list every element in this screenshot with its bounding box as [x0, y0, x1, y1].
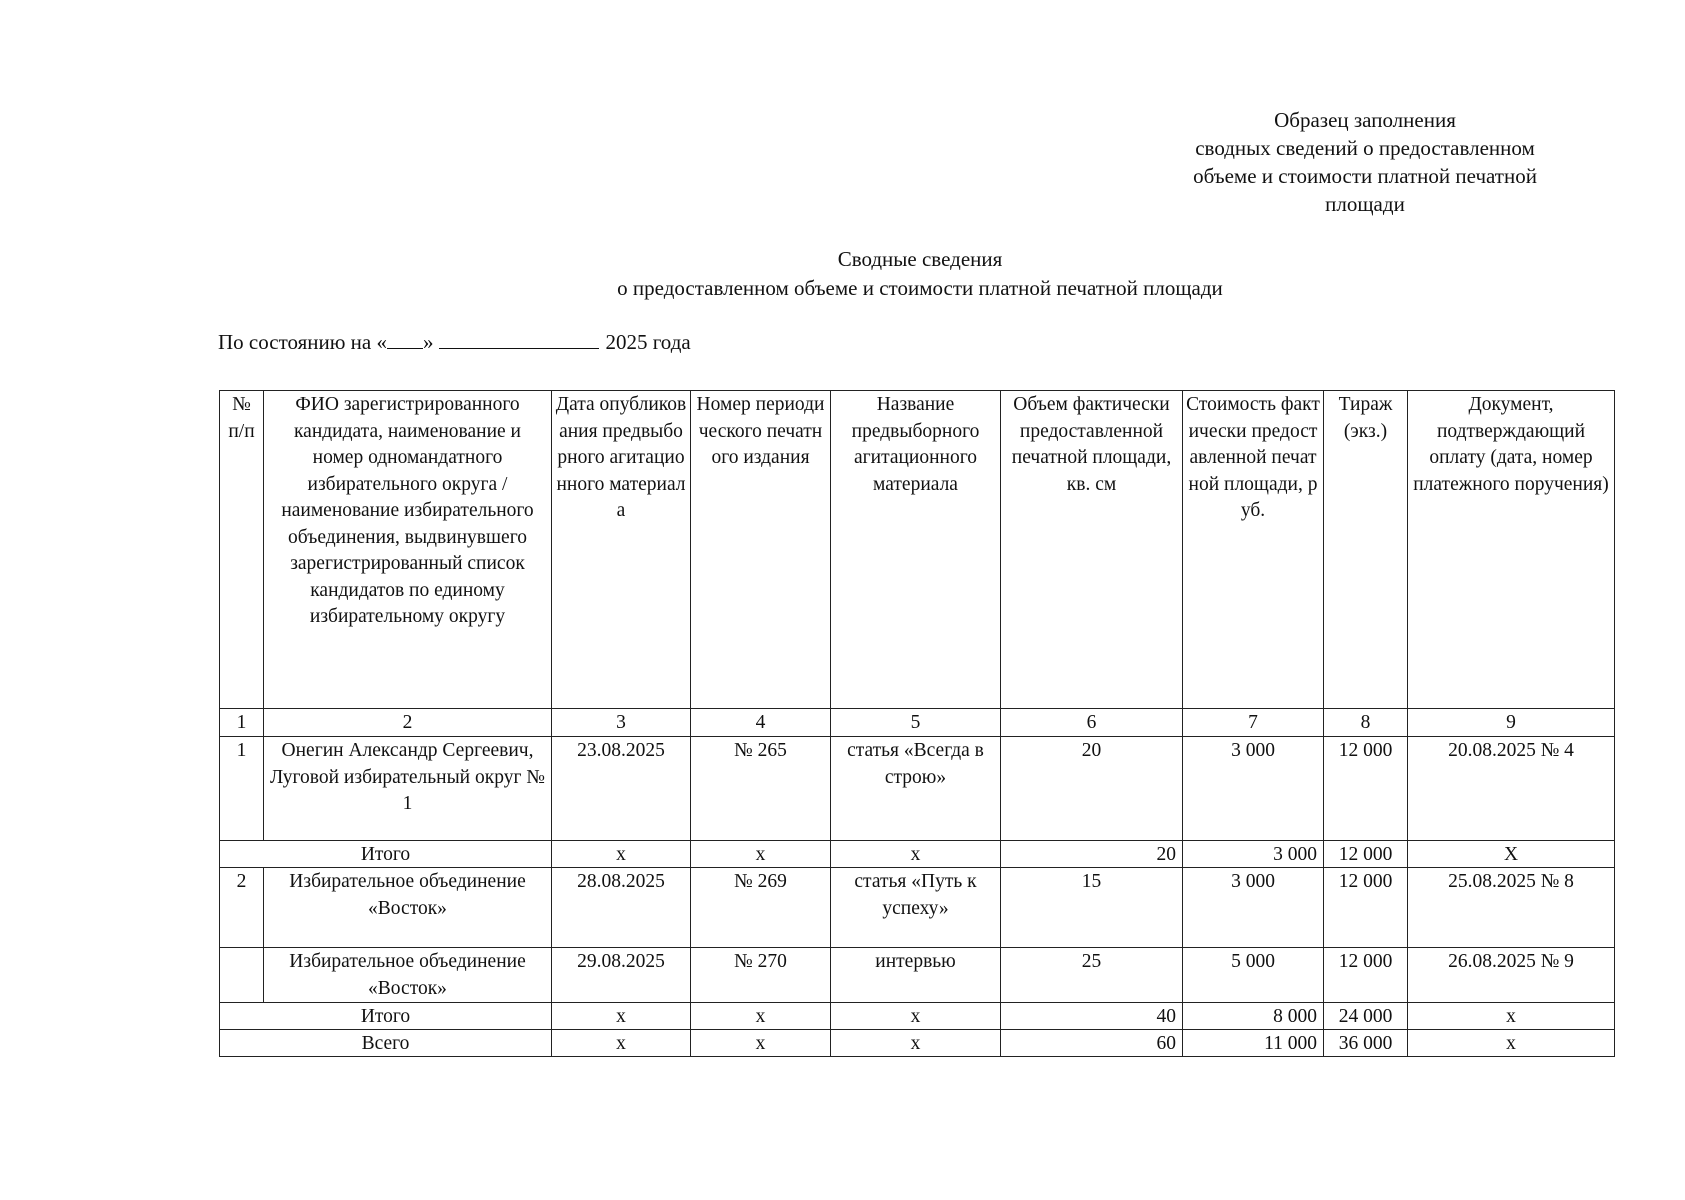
day-blank — [387, 330, 423, 349]
issue-number: № 269 — [691, 868, 831, 948]
total-label: Всего — [220, 1030, 552, 1057]
sample-note — [1170, 106, 1560, 218]
material-title: статья «Путь к успеху» — [831, 868, 1001, 948]
column-number: 6 — [1001, 709, 1183, 737]
publication-date: 28.08.2025 — [552, 868, 691, 948]
header-document: Документ, подтверждающий оплату (дата, номер платежного поручения) — [1408, 391, 1615, 709]
subtotal-volume: 20 — [1001, 841, 1183, 868]
column-number: 4 — [691, 709, 831, 737]
subtotal-label: Итого — [220, 841, 552, 868]
header-material: Название предвыборного агитационного материала — [831, 391, 1001, 709]
summary-table — [219, 390, 1615, 1057]
column-number: 8 — [1324, 709, 1408, 737]
sample-note-line: сводных сведений о предоставленном — [1195, 136, 1535, 160]
column-number: 3 — [552, 709, 691, 737]
header-issue: Номер периодического печатного издания — [691, 391, 831, 709]
month-blank — [439, 330, 599, 349]
circulation: 12 000 — [1324, 868, 1408, 948]
subtotal-cost: 8 000 — [1183, 1003, 1324, 1030]
material-title: интервью — [831, 948, 1001, 1003]
subtotal-document: х — [1408, 1003, 1615, 1030]
column-number: 1 — [220, 709, 264, 737]
state-date-line — [218, 328, 691, 356]
state-date-prefix: По состоянию на « — [218, 330, 387, 354]
row-no: 1 — [220, 737, 264, 841]
header-circulation: Тираж (экз.) — [1324, 391, 1408, 709]
column-number: 9 — [1408, 709, 1615, 737]
subtotal-row — [220, 841, 1615, 868]
document-title-line-1: Сводные сведения — [837, 247, 1003, 271]
area-cost: 3 000 — [1183, 737, 1324, 841]
publication-date: 23.08.2025 — [552, 737, 691, 841]
state-date-suffix: 2025 года — [605, 330, 691, 354]
area-volume: 25 — [1001, 948, 1183, 1003]
payment-document: 20.08.2025 № 4 — [1408, 737, 1615, 841]
header-name: ФИО зарегистрированного кандидата, наименование и номер одномандатного избирательного округа / наименование избирательного объединения, выдвинувшего зарегистрированный список кандидатов по единому избирательному округу — [264, 391, 552, 709]
header-no: № п/п — [220, 391, 264, 709]
row-no — [220, 948, 264, 1003]
subtotal-issue: х — [691, 841, 831, 868]
table-row — [220, 868, 1615, 948]
subtotal-document: Х — [1408, 841, 1615, 868]
publication-date: 29.08.2025 — [552, 948, 691, 1003]
candidate-name: Избирательное объединение «Восток» — [264, 948, 552, 1003]
area-volume: 20 — [1001, 737, 1183, 841]
total-material: х — [831, 1030, 1001, 1057]
area-cost: 3 000 — [1183, 868, 1324, 948]
candidate-name: Избирательное объединение «Восток» — [264, 868, 552, 948]
subtotal-row — [220, 1003, 1615, 1030]
header-volume: Объем фактически предоставленной печатной площади, кв. см — [1001, 391, 1183, 709]
header-row — [220, 391, 1615, 709]
material-title: статья «Всегда в строю» — [831, 737, 1001, 841]
subtotal-date: х — [552, 841, 691, 868]
table-row — [220, 948, 1615, 1003]
total-cost: 11 000 — [1183, 1030, 1324, 1057]
header-cost: Стоимость фактически предоставленной печатной площади, руб. — [1183, 391, 1324, 709]
document-title-line-2: о предоставленном объеме и стоимости платной печатной площади — [617, 276, 1223, 300]
subtotal-label: Итого — [220, 1003, 552, 1030]
subtotal-issue: х — [691, 1003, 831, 1030]
column-number: 7 — [1183, 709, 1324, 737]
area-volume: 15 — [1001, 868, 1183, 948]
issue-number: № 265 — [691, 737, 831, 841]
total-issue: х — [691, 1030, 831, 1057]
column-number: 5 — [831, 709, 1001, 737]
total-document: х — [1408, 1030, 1615, 1057]
total-volume: 60 — [1001, 1030, 1183, 1057]
circulation: 12 000 — [1324, 948, 1408, 1003]
total-circulation: 36 000 — [1324, 1030, 1408, 1057]
subtotal-date: х — [552, 1003, 691, 1030]
column-number: 2 — [264, 709, 552, 737]
total-row — [220, 1030, 1615, 1057]
row-no: 2 — [220, 868, 264, 948]
sample-note-line: объеме и стоимости платной печатной — [1193, 164, 1537, 188]
document-title — [200, 245, 1640, 303]
table-row — [220, 737, 1615, 841]
header-date: Дата опубликования предвыборного агитационного материала — [552, 391, 691, 709]
candidate-name: Онегин Александр Сергеевич, Луговой избирательный округ № 1 — [264, 737, 552, 841]
column-number-row — [220, 709, 1615, 737]
state-date-mid: » — [422, 330, 434, 354]
subtotal-circulation: 24 000 — [1324, 1003, 1408, 1030]
payment-document: 26.08.2025 № 9 — [1408, 948, 1615, 1003]
subtotal-volume: 40 — [1001, 1003, 1183, 1030]
sample-note-line: Образец заполнения — [1274, 108, 1456, 132]
payment-document: 25.08.2025 № 8 — [1408, 868, 1615, 948]
subtotal-material: х — [831, 841, 1001, 868]
circulation: 12 000 — [1324, 737, 1408, 841]
subtotal-material: х — [831, 1003, 1001, 1030]
total-date: х — [552, 1030, 691, 1057]
subtotal-cost: 3 000 — [1183, 841, 1324, 868]
issue-number: № 270 — [691, 948, 831, 1003]
sample-note-line: площади — [1325, 192, 1405, 216]
area-cost: 5 000 — [1183, 948, 1324, 1003]
subtotal-circulation: 12 000 — [1324, 841, 1408, 868]
